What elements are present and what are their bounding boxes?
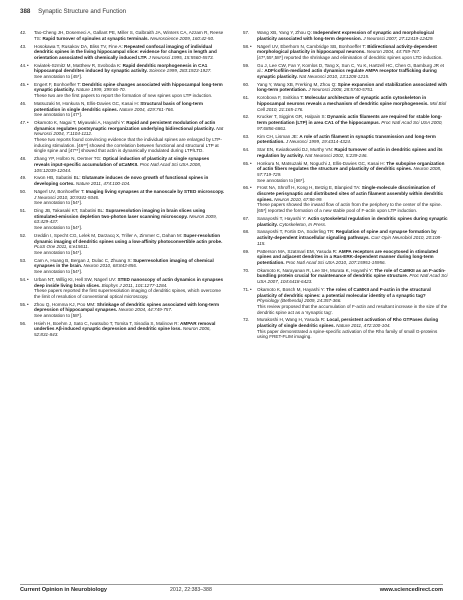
reference-annotation: See annotation to [54*]. <box>34 249 83 255</box>
reference-source: Science 1999, 283:1923-1927. <box>149 68 212 74</box>
reference-authors: Patterson MA, Szatmari EM, Yasuda R: <box>257 248 338 254</box>
reference-authors: Matsuzaki M, Honkura N, Ellis-Davies GC, Kasai H: <box>34 100 139 106</box>
reference-item <box>243 147 448 158</box>
reference-number: 51. <box>20 208 27 214</box>
reference-number: 68. <box>243 229 250 235</box>
journal-name: Current Opinion in Neurobiology <box>20 587 108 593</box>
reference-item <box>243 134 448 145</box>
reference-authors: Murakoshi H, Wang H, Yasuda R: <box>257 317 326 323</box>
reference-authors: Korobova F, Svitkina T: <box>257 95 304 101</box>
reference-title: Rapid turnover of actin in dendritic spines and its regulation by activity. <box>257 147 443 158</box>
reference-source: Proc Natl Acad Sci USA 2000, 97:6856-6861. <box>257 120 443 131</box>
reference-authors: Nägerl UV, Bonhoeffer T: <box>34 188 85 194</box>
recommended-marker: • <box>27 276 29 282</box>
reference-item <box>20 189 225 206</box>
reference-item <box>20 44 225 61</box>
reference-item <box>20 233 225 256</box>
recommended-marker: • <box>27 301 29 307</box>
reference-source: Neuron 2006, 52:831-843. <box>34 326 211 338</box>
reference-item <box>20 156 225 173</box>
reference-annotation: See annotation to [45*]. <box>34 73 83 79</box>
reference-number: 59. <box>243 62 250 68</box>
recommended-marker: • <box>27 62 29 68</box>
reference-item <box>243 44 448 61</box>
reference-title: The roles of CaMKII and F-actin in the structural plasticity of dendritic spines: a potential molecular identity of a synaptic tag? <box>257 286 431 298</box>
recommended-marker: • <box>250 43 252 49</box>
reference-source: Neuron 2004, 44:749-757. <box>118 307 173 313</box>
reference-authors: Kwiatek-Szmitz M, Matthew R, Svoboda K: <box>34 62 122 68</box>
reference-number: 63. <box>243 133 250 139</box>
reference-number: 53. <box>20 257 27 263</box>
reference-title: Super-resolution dynamic imaging of dendritic spines using a low-affinity photoconvertible actin probe. <box>34 232 223 244</box>
reference-source: PLoS One 2011, 6:e15611. <box>34 244 89 250</box>
reference-number: 42. <box>20 30 27 35</box>
reference-annotation: See annotation to [58*]. <box>34 312 83 318</box>
reference-authors: Tao-Cheng JH, Dosemeci A, Gallant PE, Miller S, Galbraith JA, Winters CA, Azzam R, Reese TS: <box>34 30 224 41</box>
reference-number: 46. <box>20 100 27 106</box>
reference-title: Optical induction of plasticity at single synapses reveals input-specific accumulation of αCaMKII. <box>34 156 210 167</box>
reference-number: 72. <box>243 317 250 323</box>
reference-authors: Izeddin I, Specht CG, Lelek M, Darzacq X, Triller A, Zimmer C, Dahan M: <box>34 232 183 238</box>
reference-authors: Nägerl UV, Eberhorn N, Cambridge SB, Bonhoeffer T: <box>257 43 366 49</box>
journal-pages: 2012, 22:383–388 <box>170 587 212 594</box>
reference-item <box>243 317 448 340</box>
reference-number: 56. <box>20 320 27 326</box>
reference-item <box>20 120 225 154</box>
reference-authors: Ding JB, Takasaki KT, Sabatini BL: <box>34 208 105 214</box>
recommended-marker: • <box>27 120 29 126</box>
reference-title: Dendritic spine changes associated with hippocampal long-term synaptic plasticity. <box>34 81 223 93</box>
reference-item <box>20 30 225 41</box>
reference-authors: Yang Y, Wang XB, Frerking M, Zhou Q: <box>257 81 337 87</box>
reference-annotation: See annotation to [54*]. <box>34 200 83 206</box>
reference-authors: Kwon HB, Sabatini BL: <box>34 175 81 181</box>
reference-title: Shrinkage of dendritic spines associated with long-term depression of hippocampal synapses. <box>34 301 220 313</box>
reference-source: Proc Natl Acad Sci USA 2010, 107:15951-15956. <box>285 259 386 265</box>
reference-number: 49. <box>20 175 27 181</box>
running-header <box>20 8 440 20</box>
reference-authors: Sanayoshi T, Hayashi Y: <box>257 215 307 221</box>
reference-number: 67. <box>243 215 250 221</box>
reference-item <box>20 175 225 186</box>
reference-authors: Sanayoshi T, Fortin DA, Soderling TR: <box>257 229 335 235</box>
section-title: Synaptic Structure and Function <box>38 8 127 15</box>
reference-source: Proc Natl Acad Sci USA 2007, 104:6418-6423. <box>257 273 448 285</box>
reference-authors: Zhou Q, Homma KJ, Poo MM: <box>34 301 96 307</box>
reference-title: Regulation of spine and synapse formation by activity-dependent intracellular signaling pathways. <box>257 229 437 241</box>
reference-annotation: This paper demonstrated a spine-specific activation of the Rho family of small G-proteins using FRET-FLIM imaging. <box>257 328 438 340</box>
reference-title: AMPAR removal underlies Aβ-induced synaptic depression and dendritic spine loss. <box>34 320 216 332</box>
reference-item <box>20 101 225 118</box>
reference-source: Neuron 2010, 67:86-99. <box>274 196 323 202</box>
reference-item <box>20 208 225 231</box>
reference-title: Dynamic actin filaments are required for stable long-term potentiation (LTP) in area CA1 of the hippocampus. <box>257 114 443 126</box>
reference-item <box>243 185 448 213</box>
reference-authors: Frost NA, Shroff H, Kong H, Betzig E, Blanpied TA: <box>257 185 361 191</box>
reference-item <box>20 63 225 80</box>
reference-number: 71. <box>243 286 250 292</box>
reference-annotation: See annotation to [54*]. <box>34 225 83 231</box>
reference-authors: Honkura N, Matsuzaki M, Noguchi J, Ellis-Davies GC, Kasai H: <box>257 160 385 166</box>
recommended-marker: • <box>250 185 252 191</box>
reference-source: Nature 1999, 399:66-70. <box>76 87 126 93</box>
reference-authors: Krucker T, Siggins GR, Halpain S: <box>257 114 326 120</box>
reference-authors: Hosokawa T, Rusakov DA, Bliss TV, Fine A: <box>34 43 123 49</box>
reference-number: 43. <box>20 43 27 49</box>
reference-number: 44. <box>20 62 27 68</box>
reference-title: Molecular architecture of synaptic actin cytoskeleton in hippocampal neurons reveals a mechanism of dendritic spine morphogenesis. <box>257 95 429 106</box>
reference-annotation: See annotation to [54*]. <box>34 269 83 274</box>
reference-source: Nature 2004, 429:761-766. <box>119 106 175 112</box>
reference-source: Mol Biol Cell 2010, 21:165-176. <box>257 100 447 112</box>
reference-authors: Okamoto K, Narayanan R, Lee SH, Murata K, Hayashi Y: <box>257 267 374 273</box>
reference-source: Curr Opin Neurobiol 2010, 20:108-115. <box>257 235 442 246</box>
reference-title: Single-molecule discrimination of discrete perisynaptic and distributed sites of actin filament assembly within dendritic spines. <box>257 185 444 202</box>
reference-title: Superresolution imaging of chemical synapses in the brain. <box>34 257 214 269</box>
reference-annotation: These papers reported the first superresolution imaging of dendritic spines, which overcome the limit of resolution of conventional optical microscopy. <box>34 288 221 299</box>
reference-title: Rapid and persistent modulation of actin dynamics regulates postsynaptic reorganization underlying bidirectional plasticity. <box>34 120 216 131</box>
reference-item <box>243 216 448 227</box>
journal-url[interactable]: www.sciencedirect.com <box>379 587 443 593</box>
reference-title: Structural basis of long-term potentiation in single dendritic spines. <box>34 100 203 112</box>
reference-item <box>243 249 448 266</box>
reference-source: J Neurosci 1995, 15:5560-5573. <box>148 54 214 60</box>
reference-title: The subspine organization of actin fibers regulates the structure and plasticity of dendritic spines. <box>257 160 445 172</box>
reference-title: Bidirectional activity-dependent morphological plasticity in hippocampal neurons. <box>257 43 437 55</box>
reference-title: Actin cytoskeletal regulation in dendritic spines during synaptic plasticity. <box>257 215 448 227</box>
reference-source: Physiology (Bethesda) 2009, 24:357-366. <box>257 298 342 304</box>
reference-item <box>20 277 225 300</box>
reference-title: Independent expression of synaptic and morphological plasticity associated with long-term depression. <box>257 30 434 41</box>
reference-number: 62. <box>243 114 250 120</box>
reference-source: Proc Natl Acad Sci USA 2008, 105:12039-12044. <box>34 161 202 173</box>
reference-authors: Hsieh H, Boehm J, Sato C, Iwatsubo T, Tomita T, Sisodia S, Malinow R: <box>34 320 179 326</box>
reference-annotation: See annotation to [66*]. <box>257 177 306 183</box>
reference-source: Neuron 2009, 63:429-437. <box>34 213 217 225</box>
reference-title: Spine expansion and stabilization associated with long-term potentiation. <box>257 81 448 93</box>
recommended-marker: • <box>27 81 29 87</box>
reference-title: STED nanoscopy of actin dynamics in synapses deep inside living brain slices. <box>34 276 223 288</box>
reference-item <box>243 82 448 93</box>
recommended-marker: • <box>250 160 252 166</box>
recommended-marker: • <box>250 286 252 292</box>
reference-number: 48. <box>20 156 27 162</box>
reference-authors: Gu J, Lee CW, Fan Y, Komlos D, Tang X, Sun C, Yu K, Hartzell HC, Chen G, Bamburg JR et al.: <box>257 62 445 74</box>
reference-item <box>243 268 448 285</box>
reference-authors: Kim CH, Lisman JE: <box>257 133 299 139</box>
reference-source: J Neurosci 1999, 19:4314-4324. <box>285 139 352 145</box>
references-column-left <box>20 30 225 340</box>
reference-item <box>20 321 225 338</box>
reference-annotation: These papers showed the inward flow of actin from the periphery to the center of the spine. [65*] reported the formation of a new stable pool of F-actin upon LTP induction. <box>257 202 442 214</box>
reference-source: Nat Neurosci 2002, 5:239-246. <box>305 152 368 158</box>
reference-number: 47. <box>20 120 27 126</box>
reference-item <box>243 287 448 315</box>
reference-title: AMPA receptors are exocytosed in stimulated spines and adjacent dendrites in a Ras-ERK-dependent manner during long-term potentiation. <box>257 248 439 265</box>
reference-number: 45. <box>20 81 27 87</box>
reference-number: 70. <box>243 267 250 273</box>
reference-number: 60. <box>243 81 250 87</box>
page-footer <box>20 584 443 594</box>
reference-source: Neuroscience 2009, 160:42-50. <box>150 35 215 41</box>
reference-item <box>20 82 225 99</box>
reference-item <box>243 114 448 131</box>
reference-number: 55. <box>20 301 27 307</box>
reference-number: 50. <box>20 188 27 194</box>
reference-source: Neuron 2008, 57:719-729. <box>257 166 442 177</box>
reference-item <box>243 161 448 184</box>
reference-source: Neuron 2004, 44:759-767. <box>366 49 421 55</box>
reference-source: J Neurosci 2008, 28:5740-5751. <box>308 87 374 93</box>
reference-number: 65. <box>243 160 250 166</box>
reference-authors: Wang XB, Yang Y, Zhou Q: <box>257 30 312 35</box>
reference-source: Cytoskeleton, In Press. <box>279 221 327 227</box>
reference-source: Nat Neurosci 2004, 7:1104-1112. <box>34 125 224 137</box>
reference-source: Nature 2011, 472:100-104. <box>336 323 391 328</box>
reference-item <box>243 95 448 112</box>
references-column-right <box>243 30 448 342</box>
reference-title: Rapid turnover of spinules at synaptic terminals. <box>42 35 149 41</box>
reference-source: Neuron 2010, 68:843-856. <box>83 263 138 269</box>
reference-title: The role of CaMKII as an F-actin-bundling protein crucial for maintenance of dendritic spine structure. <box>257 267 446 279</box>
reference-number: 61. <box>243 95 250 101</box>
reference-title: Local, persistent activation of Rho GTPases during plasticity of single dendritic spines. <box>257 317 439 328</box>
reference-annotation: See annotation to [47*]. <box>34 112 83 118</box>
reference-number: 66. <box>243 185 250 191</box>
reference-title: Rapid dendritic morphogenesis in CA1 hippocampal dendrites induced by synaptic activity. <box>34 62 208 74</box>
reference-annotation: This review proposed that the accumulation of F-actin and resultant increase in the size of the dendritic spine act as a 'synaptic tag'. <box>257 303 448 315</box>
reference-item <box>243 63 448 80</box>
reference-title: Imaging living synapses at the nanoscale by STED microscopy. <box>85 188 225 194</box>
reference-title: Glutamate induces de novo growth of functional spines in developing cortex. <box>34 175 209 187</box>
reference-number: 58. <box>243 43 250 49</box>
reference-authors: Cam A, Huang B, Bergan J, Dulac C, Zhuang X: <box>34 257 132 263</box>
reference-number: 52. <box>20 232 27 238</box>
reference-authors: Okamoto K, Bosch M, Hayashi Y: <box>257 286 325 292</box>
reference-authors: Okamoto K, Nagai T, Miyawaki A, Hayashi Y: <box>34 120 125 126</box>
reference-source: Nature 2011, 474:100-104. <box>75 181 131 187</box>
reference-item <box>243 30 448 41</box>
page-number: 388 <box>20 8 31 15</box>
reference-title: Supraresolution imaging in brain slices using stimulated-emission depletion two-photon laser scanning microscopy. <box>34 208 206 219</box>
reference-item <box>20 302 225 319</box>
reference-item <box>243 229 448 246</box>
reference-source: Biophys J 2011, 101:1277-1284. <box>101 282 168 288</box>
reference-annotation: These two reports found convincing evidence that the individual spines are enlarged by LTP-inducing stimulation. [46**] showed the correlation between functional and structural LTP at single spine and [47**] showed that actin is dynamically modulated during LTP/LTD. <box>34 137 222 154</box>
reference-authors: Star EN, Kwiatkowski DJ, Murthy VN: <box>257 147 334 153</box>
reference-title: Repeated confocal imaging of individual dendritic spines in the living hippocampal slice: evidence for changes in length and orientation associated with chemically induced LTP. <box>34 43 217 60</box>
reference-annotation: These two are the first papers to report the formation of new spines upon LTP induction. <box>34 93 213 99</box>
reference-title: A role of actin filament in synaptic transmission and long-term potentiation. <box>257 133 436 145</box>
reference-source: J Neurosci 2007, 27:12419-12429. <box>363 35 434 41</box>
reference-item <box>20 258 225 275</box>
reference-authors: Zhang YP, Holbro N, Oertner TG: <box>34 156 102 162</box>
reference-authors: Urban NT, Willig KI, Hell SW, Nägerl UV: <box>34 276 117 282</box>
reference-number: 64. <box>243 147 250 153</box>
reference-source: J Neurosci 2010, 30:9341-9346. <box>34 194 100 200</box>
reference-number: 69. <box>243 248 250 254</box>
reference-annotation: [47*,55*,58*] reported the shrinkage and elimination of dendritic spines upon LTD induction. <box>257 54 443 60</box>
reference-number: 57. <box>243 30 250 35</box>
reference-number: 54. <box>20 276 27 282</box>
reference-source: Nat Neurosci 2010, 13:1208-1215. <box>299 73 370 79</box>
reference-authors: Engert F, Bonhoeffer T: <box>34 81 81 87</box>
reference-title: ADF/cofilin-mediated actin dynamics regulate AMPA receptor trafficking during synaptic plasticity. <box>257 68 437 79</box>
